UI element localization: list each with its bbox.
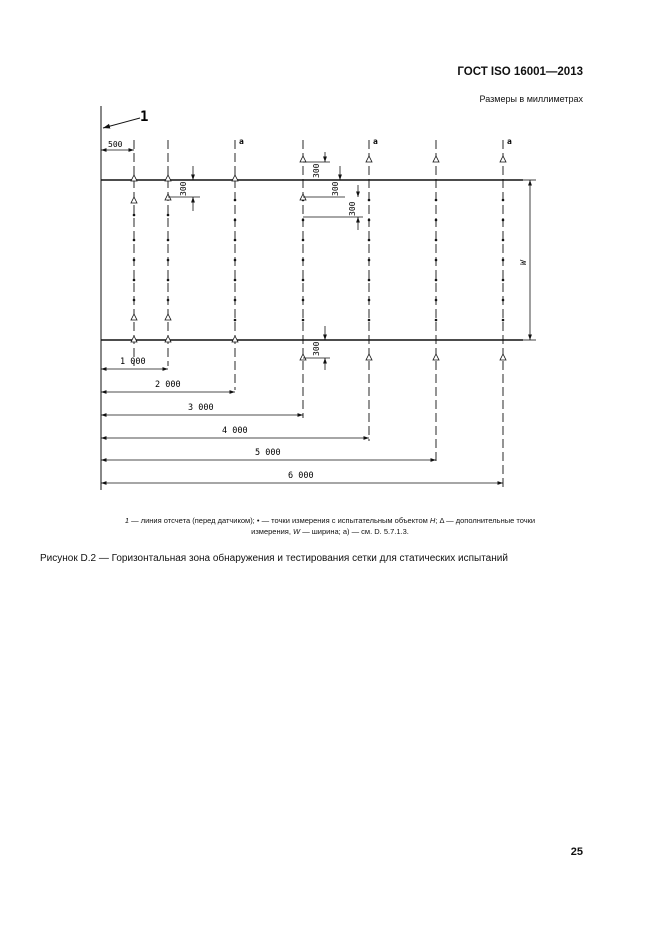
dim-300-c: 300 <box>331 181 340 196</box>
dim-W-label: W <box>519 260 528 265</box>
dim-2000: 2 000 <box>155 380 181 390</box>
figure-legend: 1 — линия отсчета (перед датчиком); • — точки измерения с испытательным объектом H; Δ — дополнительные точки измерения, W — ширина; а) — см. D. 5.7.1.3. <box>124 516 536 536</box>
marker-a-2: a <box>373 137 378 146</box>
dim-3000: 3 000 <box>188 403 214 413</box>
standard-number: ГОСТ ISO 16001—2013 <box>457 66 583 78</box>
dim-300-b: 300 <box>312 163 321 178</box>
dim-300-e: 300 <box>312 341 321 356</box>
units-note: Размеры в миллиметрах <box>479 94 583 104</box>
dim-500-label: 500 <box>108 140 123 149</box>
dim-4000: 4 000 <box>222 426 248 436</box>
dim-6000: 6 000 <box>288 471 314 481</box>
callout-1: 1 <box>140 109 149 125</box>
dim-1000: 1 000 <box>120 357 146 367</box>
dim-5000: 5 000 <box>255 448 281 458</box>
callout-leader <box>103 118 140 128</box>
dim-300-d: 300 <box>348 201 357 216</box>
page-number: 25 <box>570 846 583 858</box>
grid-columns <box>134 140 503 490</box>
figure-caption: Рисунок D.2 — Горизонтальная зона обнаружения и тестирования сетки для статических испытаний <box>40 553 508 564</box>
dim-300-a: 300 <box>179 181 188 196</box>
marker-a-3: a <box>507 137 512 146</box>
marker-a-1: a <box>239 137 244 146</box>
